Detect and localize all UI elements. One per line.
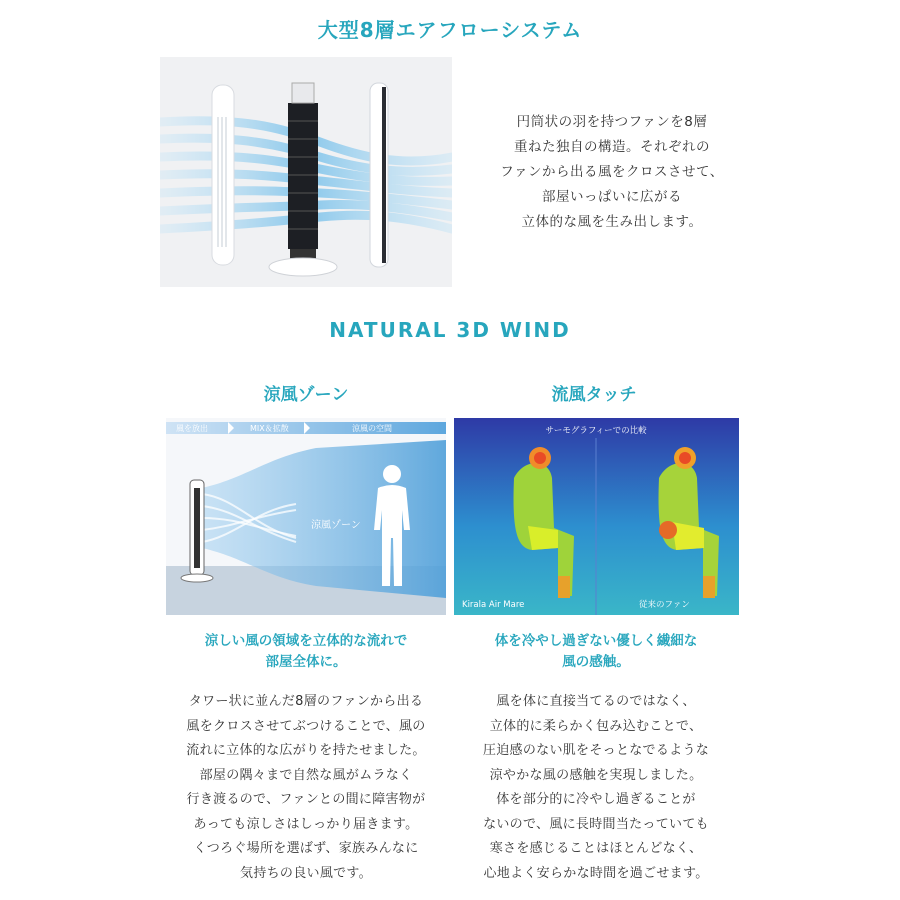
cool-zone-diagram	[166, 418, 446, 615]
cool-zone-title: 涼風ゾーン	[263, 385, 349, 405]
subtitle-line: 涼しい風の領域を立体的な流れで	[204, 633, 408, 649]
subtitle-line: 体を冷やし過ぎない優しく繊細な	[494, 633, 698, 649]
airflow-description	[462, 110, 762, 235]
wind-touch-body	[441, 690, 751, 886]
thermo-caption: サーモグラフィーでの比較	[545, 426, 647, 436]
body-line: 寒さを感じることはほとんどなく、	[489, 841, 703, 856]
step-mix-label: MIX＆拡散	[250, 424, 289, 433]
thermo-right-label: 従来のファン	[639, 600, 690, 610]
body-line: 涼やかな風の感触を実現しました。	[489, 767, 703, 783]
description-line: 部屋いっぱいに広がる	[542, 189, 682, 205]
body-line: 行き渡るので、ファンとの間に障害物が	[186, 792, 426, 807]
body-line: 体を部分的に冷やし過ぎることが	[496, 792, 696, 807]
cool-zone-label: 涼風ゾーン	[311, 520, 361, 531]
description-line: 円筒状の羽を持つファンを8層	[516, 114, 708, 130]
description-line: 重ねた独自の構造。それぞれの	[514, 139, 710, 155]
description-line: ファンから出る風をクロスさせて、	[500, 164, 724, 180]
body-line: 流れに立体的な広がりを持たせました。	[186, 743, 426, 758]
cool-zone-body	[151, 690, 461, 886]
subtitle-line: 風の感触。	[562, 654, 630, 670]
body-line: 圧迫感のない肌をそっとなでるような	[482, 743, 710, 758]
natural-wind-heading: NATURAL 3D WIND	[329, 318, 571, 342]
thermo-left-label: Kirala Air Mare	[462, 600, 525, 610]
body-line: あっても涼しさはしっかり届きます。	[193, 816, 419, 832]
body-line: 気持ちの良い風です。	[240, 865, 372, 881]
body-line: ないので、風に長時間当たっていても	[483, 816, 709, 832]
body-line: くつろぐ場所を選ばず、家族みんなに	[193, 841, 419, 856]
body-line: タワー状に並んだ8層のファンから出る	[188, 694, 424, 709]
body-line: 心地よく安らかな時間を過ごせます。	[483, 865, 709, 881]
body-line: 風をクロスさせてぶつけることで、風の	[186, 718, 426, 734]
step-release-label: 風を放出	[176, 424, 208, 433]
airflow-illustration	[160, 57, 452, 287]
cool-zone-subtitle	[156, 631, 456, 673]
body-line: 立体的に柔らかく包み込むことで、	[489, 718, 703, 734]
body-line: 風を体に直接当てるのではなく、	[496, 694, 696, 709]
body-line: 部屋の隅々まで自然な風がムラなく	[199, 767, 413, 783]
description-line: 立体的な風を生み出します。	[521, 214, 703, 230]
wind-touch-title: 流風タッチ	[551, 385, 637, 405]
section-title: 大型8層エアフローシステム	[317, 18, 583, 42]
wind-touch-subtitle	[446, 631, 746, 673]
step-space-label: 涼風の空間	[352, 424, 392, 433]
subtitle-line: 部屋全体に。	[265, 654, 347, 670]
thermography-comparison	[454, 418, 739, 615]
product-airflow-image	[160, 57, 452, 287]
